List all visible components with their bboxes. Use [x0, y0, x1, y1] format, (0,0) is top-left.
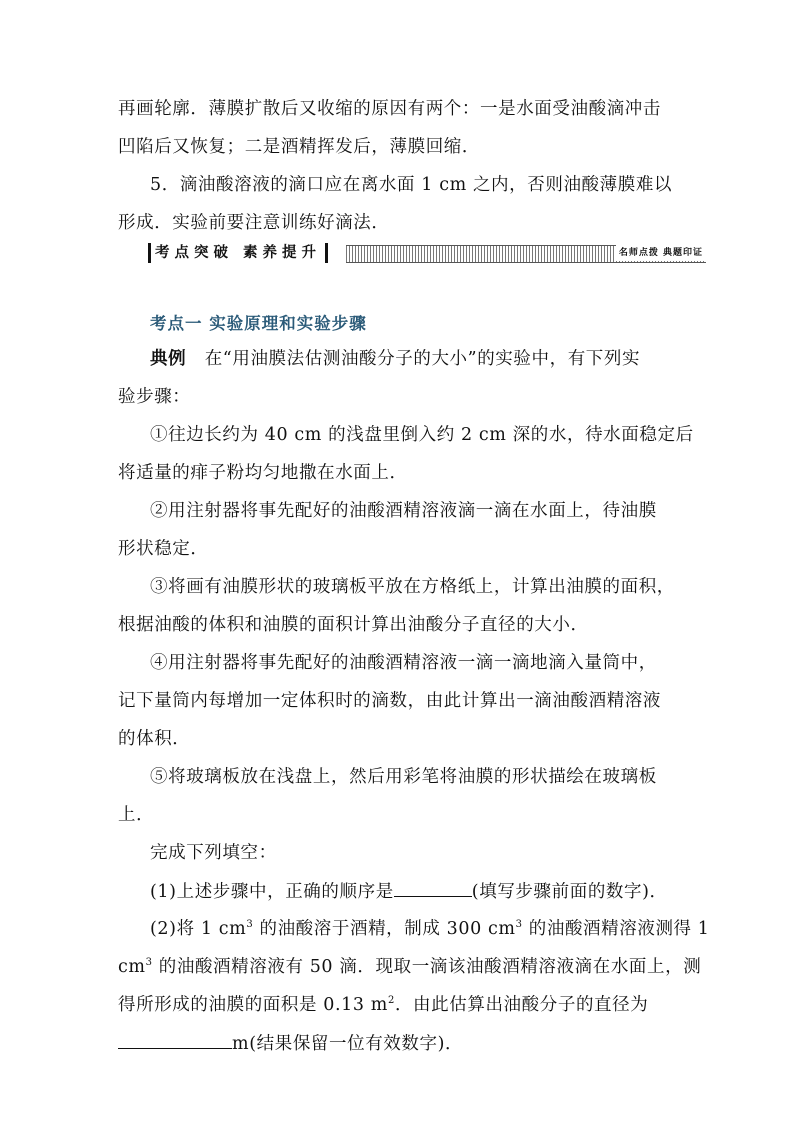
question-2-text-a3: 的油酸酒精溶液测得 1: [522, 919, 710, 939]
section-title: 考点一 实验原理和实验步骤: [150, 314, 367, 333]
example-line-1: [150, 348, 640, 370]
question-2-line-b: [118, 956, 701, 978]
section-banner: [148, 241, 706, 265]
superscript-2: 2: [387, 995, 395, 1007]
question-1-suffix: (填写步骤前面的数字)．: [471, 882, 668, 902]
question-2-line-d: [118, 1032, 463, 1055]
question-2-line-a: [150, 918, 710, 940]
fill-instruction: 完成下列填空：: [150, 843, 277, 863]
step-1-line-b: 将适量的痱子粉均匀地撒在水面上．: [118, 463, 408, 483]
banner-left-label: 考点突破 素养提升: [148, 243, 328, 263]
question-2-text-d: m(结果保留一位有效数字)．: [232, 1034, 464, 1054]
question-2-text-b2: 的油酸酒精溶液有 50 滴．现取一滴该油酸酒精溶液滴在水面上，测: [152, 957, 702, 977]
step-4-line-a: ④用注射器将事先配好的油酸酒精溶液一滴一滴地滴入量筒中，: [150, 653, 657, 673]
step-4-line-b: 记下量筒内每增加一定体积时的滴数，由此计算出一滴油酸酒精溶液: [118, 691, 661, 711]
question-2-text-b1: cm: [118, 957, 146, 977]
answer-blank-1[interactable]: [394, 880, 472, 897]
step-1-line-a: ①往边长约为 40 cm 的浅盘里倒入约 2 cm 深的水，待水面稳定后: [150, 425, 694, 445]
question-2-text-c2: ．由此估算出油酸分子的直径为: [394, 995, 649, 1015]
question-2-text-a1: (2)将 1 cm: [150, 919, 247, 939]
step-2-line-a: ②用注射器将事先配好的油酸酒精溶液滴一滴在水面上，待油膜: [150, 501, 657, 521]
superscript-3: 3: [246, 919, 254, 931]
question-1: [150, 880, 668, 903]
step-5-line-a: ⑤将玻璃板放在浅盘上，然后用彩笔将油膜的形状描绘在玻璃板: [150, 767, 657, 787]
intro-line-4: 形成．实验前要注意训练好滴法．: [118, 213, 390, 233]
question-2-text-c1: 得所形成的油膜的面积是 0.13 m: [118, 995, 388, 1015]
example-line-2: 验步骤：: [118, 387, 191, 407]
banner-right-label: 名师点拨 典题印证: [616, 245, 706, 261]
step-3-line-a: ③将画有油膜形状的玻璃板平放在方格纸上，计算出油膜的面积，: [150, 577, 675, 597]
example-question-1: 在“用油膜法估测油酸分子的大小”的实验中，有下列实: [204, 349, 641, 369]
answer-blank-2[interactable]: [118, 1032, 232, 1049]
question-2-line-c: [118, 994, 648, 1016]
step-2-line-b: 形状稳定．: [118, 539, 209, 559]
step-5-line-b: 上．: [118, 805, 155, 825]
intro-line-2: 凹陷后又恢复；二是酒精挥发后，薄膜回缩．: [118, 137, 480, 157]
question-2-text-a2: 的油酸溶于酒精，制成 300 cm: [253, 919, 516, 939]
example-label: 典例: [150, 349, 187, 369]
step-4-line-c: 的体积．: [118, 729, 191, 749]
step-3-line-b: 根据油酸的体积和油膜的面积计算出油酸分子直径的大小．: [118, 615, 589, 635]
question-1-prefix: (1)上述步骤中，正确的顺序是: [150, 882, 394, 902]
intro-line-1: 再画轮廓．薄膜扩散后又收缩的原因有两个：一是水面受油酸滴冲击: [118, 99, 661, 119]
superscript-3: 3: [145, 957, 153, 969]
intro-line-3: 5．滴油酸溶液的滴口应在离水面 1 cm 之内，否则油酸薄膜难以: [150, 175, 673, 195]
superscript-3: 3: [515, 919, 523, 931]
